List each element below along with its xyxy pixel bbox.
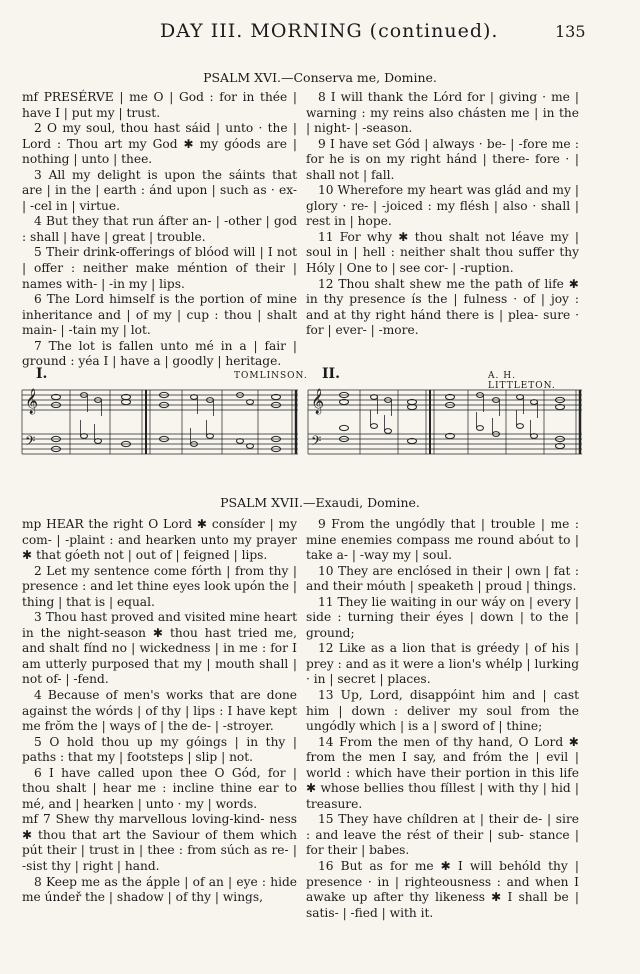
verse: 12 Thou shalt shew me the path of life ✱ in thy presence ís the | fulness · of | joy : and at thy right hánd there is | plea- sure · for | ever- | -more.: [306, 276, 579, 338]
psalm-17-right-column: [306, 517, 579, 921]
svg-text:𝄞: 𝄞: [311, 389, 325, 414]
chant-littleton: [308, 368, 582, 468]
verse: 7 The lot is fallen unto mé in a | fair | ground : yéa I | have a | goodly | heritage.: [22, 338, 297, 369]
verse: 10 Wherefore my heart was glád and my | glory · re- | -joiced : my flésh | also · shall | rest in | hope.: [306, 183, 579, 229]
verse: 8 I will thank the Lórd for | giving · me | warning : my reins also chásten me | in the | night- | -season.: [306, 90, 579, 136]
verse: 4 But they that run áfter an- | -other | god : shall | have | great | trouble.: [22, 214, 297, 244]
verse: 11 They lie waiting in our wáy on | every | side : turning their éyes | down | to the | ground;: [306, 594, 579, 640]
psalm-16-left-column: [22, 90, 297, 370]
verse: 12 Like as a lion that is gréedy | of his | prey : and as it were a lion's whélp | lurking · in | secret | places.: [306, 641, 579, 687]
verse: 8 Keep me as the ápple | of an | eye : hide me úndeř the | shadow | of thy | wings,: [22, 874, 297, 905]
verse: 2 O my soul, thou hast sáid | unto · the | Lord : Thou art my God ✱ my góods are | nothing | unto | thee.: [22, 121, 297, 167]
svg-text:𝄢: 𝄢: [311, 433, 322, 452]
verse: mf PRESÉRVE | me O | God : for in thée | have I | put my | trust.: [22, 90, 297, 120]
verse: 13 Up, Lord, disappóint him and | cast him | down : deliver my soul from the ungódly which | is a | sword of | thine;: [306, 688, 579, 734]
page-number: 135: [555, 22, 586, 41]
chant-number: I.: [36, 366, 48, 382]
verse: 2 Let my sentence come fórth | from thy | presence : and let thine eyes look upón the | thing | that is | equal.: [22, 563, 297, 609]
psalm-16-right-column: [306, 90, 579, 339]
verse: 6 I have called upon thee O Gód, for | thou shalt | hear me : incline thine ear to mé, and | hearken | unto · my | words.: [22, 765, 297, 811]
verse: 16 But as for me ✱ I will behóld thy | presence · in | righteousness : and when I awake up after thy likeness ✱ I shall be | satis- | -fied | with it.: [306, 859, 579, 920]
chant-tomlinson: [22, 366, 308, 468]
svg-text:𝄞: 𝄞: [25, 389, 39, 414]
chant-number: II.: [322, 366, 340, 382]
svg-text:𝄢: 𝄢: [25, 433, 36, 452]
verse: 6 The Lord himself is the portion of mine inheritance and | of my | cup : thou | shalt main- | -tain my | lot.: [22, 292, 297, 338]
page-header-title: DAY III. MORNING (continued).: [160, 20, 499, 42]
verse: 14 From the men of thy hand, O Lord ✱ from the men I say, and fróm the | evil | world : which have their portion in this life ✱ whose bellies thou fíllest | with thy | hid | treasure.: [306, 734, 579, 811]
psalm-17-title: PSALM XVII.—Exaudi, Domine.: [220, 495, 420, 510]
verse: 9 I have set Gód | always · be- | -fore me : for he is on my right hánd | there- fore · | shall not | fall.: [306, 136, 579, 182]
verse: mf 7 Shew thy marvellous loving-kind- ness ✱ thou that art the Saviour of them which pút their | trust in | thee : from súch as re- | -sist thy | right | hand.: [22, 812, 297, 874]
verse: mp HEAR the right O Lord ✱ consíder | my com- | -plaint : and hearken unto my prayer ✱ that góeth not | out of | feigned | lips.: [22, 517, 297, 563]
chant-composer: A. H. LITTLETON.: [488, 371, 556, 391]
verse: 3 Thou hast proved and visited mine heart in the night-season ✱ thou hast tried me, and shalt fínd no | wickedness | in me : for I am utterly purposed that my | mouth shall | not of- | -fend.: [22, 610, 297, 687]
verse: 5 O hold thou up my góings | in thy | paths : that my | footsteps | slip | not.: [22, 734, 297, 765]
verse: 10 They are enclósed in their | own | fat : and their móuth | speaketh | proud | things.: [306, 563, 579, 594]
verse: 4 Because of men's works that are done against the wórds | of thy | lips : I have kept me frŏm the | ways of | the de- | -stroyer.: [22, 688, 297, 734]
chant-composer: TOMLINSON.: [234, 371, 308, 381]
chant-2-score: [308, 384, 582, 468]
running-header: [0, 18, 640, 48]
psalm-17-left-column: [22, 517, 297, 906]
psalm-16-title: PSALM XVI.—Conserva me, Domine.: [203, 70, 437, 85]
chant-1-score: [22, 384, 298, 468]
verse: 5 Their drink-offerings of blóod will | I not | offer : neither make méntion of their | names with- | -in my | lips.: [22, 245, 297, 291]
verse: 3 All my delight is upon the sáints that are | in the | earth : ánd upon | such as · ex- | -cel in | virtue.: [22, 167, 297, 213]
verse: 15 They have chíldren at | their de- | sire : and leave the rést of their | sub- stance | for their | babes.: [306, 812, 579, 858]
verse: 11 For why ✱ thou shalt not léave my | soul in | hell : neither shalt thou suffer thy Hóly | One to | see cor- | -ruption.: [306, 229, 579, 276]
verse: 9 From the ungódly that | trouble | me : mine enemies compass me round abóut to | take a- | -way my | soul.: [306, 517, 579, 563]
